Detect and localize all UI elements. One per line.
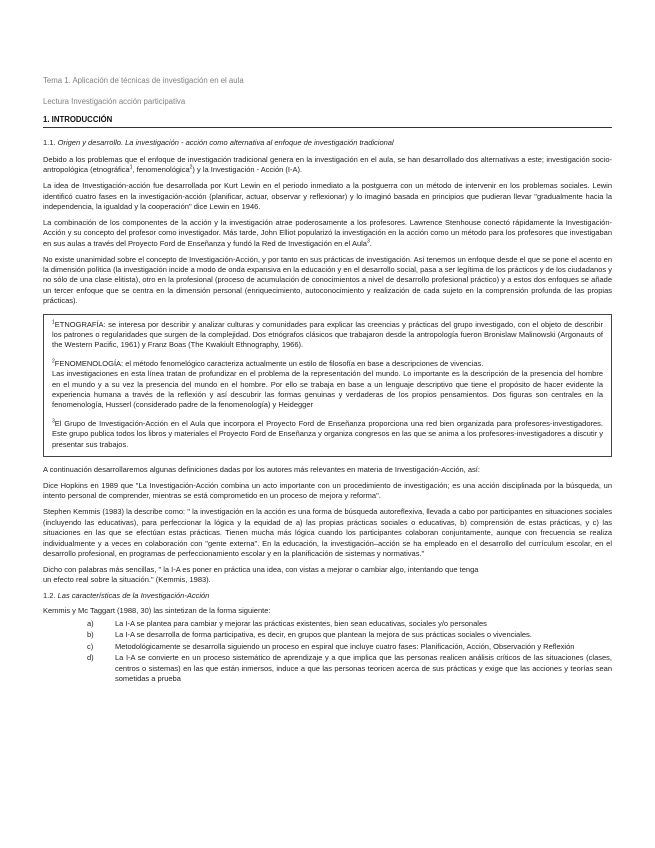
list-item	[43, 619, 612, 629]
list-item-label: d)	[87, 653, 94, 663]
paragraph-hopkins: Dice Hopkins en 1989 que "La Investigación-Acción combina un acto importante con un procedimiento de investigación; es una acción disciplinada por la búsqueda, un intento personal de comprender, mientras se está comprometido en un proceso de mejora y reforma".	[43, 480, 612, 501]
subsection-title: Origen y desarrollo. La investigación - acción como alternativa al enfoque de investigación tradicional	[57, 138, 394, 148]
list-item-text: Metodológicamente se desarrolla siguiendo un proceso en espiral que incluye cuatro fases: Planificación, Acción, Observación y Reflexión	[115, 641, 575, 651]
paragraph-stenhouse	[43, 218, 612, 249]
subsection-heading	[43, 138, 612, 148]
text-run: Dicho con palabras más sencillas, " la I-A es poner en práctica una idea, con vistas a mejorar o cambiar algo, intentando que tenga	[43, 564, 479, 574]
list-item-label: b)	[87, 630, 94, 640]
paragraph-unanimity: No existe unanimidad sobre el concepto de Investigación-Acción, y por tanto en sus prácticas de investigación. Así tenemos un enfoque desde el que se pone el acento en la dimensión política (la investigación incide a modo de onda expansiva en la educación y en el desarrollo social, pasa a ser legítima de los prácticos y de los ciudadanos y no sólo de una clase elitista), otro en la profesional (proceso de acumulación de conocimientos a nivel de desarrollo profesional práctico) y a estos dos enfoques se añade un tercer enfoque que se centra en la dimensión personal (enriquecimiento, autoconocimiento y realización de cada sujeto en la comprensión profunda de las propias prácticas).	[43, 254, 612, 306]
footnote-text: FENOMENOLOGÍA: el método fenomelógico caracteriza actualmente un estilo de filosofía en base a descripciones de vivencias.	[54, 358, 484, 368]
paragraph-kemmis: Stephen Kemmis (1983) la describe como: " la investigación en la acción es una forma de búsqueda autoreflexiva, llevada a cabo por participantes en situaciones sociales (incluyendo las educativas), para perfeccionar la lógica y la equidad de a) las propias prácticas sociales o educativas, b) comprensión de estas prácticas, y c) las situaciones en las que se efectúan estas prácticas. Tienen mucha más lógica cuando los participantes colaboran conjuntamente, aunque con frecuencia se realiza individualmente y a veces en colaboración con "gente externa". En la educación, la investigación–acción se ha empleado en el desarrollo del currículum escolar, en el desarrollo profesional, en programas de perfeccionamiento escolar y en la planificación de sistemas y normativas."	[43, 507, 612, 558]
list-item-label: a)	[87, 618, 94, 628]
subsection-number: 1.2.	[43, 591, 56, 601]
section-title: 1. INTRODUCCIÓN	[43, 115, 612, 128]
subsection-number: 1.1.	[43, 138, 56, 148]
text-run: La combinación de los componentes de la acción y la investigación atrae poderosamente a los profesores. Lawrence Stenhouse conectó rápidamente la Investigación-Acción y su concepto del profesor como investigador. Más tarde, John Elliot popularizó la investigación en la acción como un método para los profesores que investigaban en sus aulas a través del Proyecto Ford de Enseñanza y fundó la Red de Investigación en el Aula	[43, 217, 612, 248]
list-item-label: c)	[87, 641, 94, 651]
text-run: , fenomenológica	[132, 165, 190, 175]
paragraph-kemmis-mctaggart: Kemmis y Mc Taggart (1988, 30) las sintetizan de la forma siguiente:	[43, 605, 271, 615]
text-run: Debido a los problemas que el enfoque de investigación tradicional genera en la investigación en el aula, se han desarrollado dos alternativas a este; investigación socio-antropológica (etnográfica	[43, 154, 612, 175]
text-run: ) y la Investigación - Acción (I-A).	[192, 165, 303, 175]
footnotes-box	[43, 314, 612, 457]
list-item-text: La I-A se convierte en un proceso sistemático de aprendizaje y a que implica que las personas realicen análisis críticos de las situaciones (clases, centros o sistemas) en las que están inmersos, induce a que las personas teoricen acerca de sus prácticas y exige que las acciones y teorías sean sometidas a prueba	[115, 653, 612, 683]
list-item	[43, 630, 612, 640]
list-item	[43, 642, 612, 652]
text-run: un efecto real sobre la situación." (Kemmis, 1983).	[43, 575, 211, 585]
reading-header: Lectura Investigación acción participativa	[43, 97, 186, 106]
paragraph-definitions-intro: A continuación desarrollaremos algunas definiciones dadas por los autores más relevantes en materia de Investigación-Acción, así:	[43, 465, 480, 475]
list-item-text: La I-A se plantea para cambiar y mejorar las prácticas existentes, bien sean educativas, sociales y/o personales	[115, 618, 487, 628]
paragraph-lewin: La idea de Investigación-acción fue desarrollada por Kurt Lewin en el periodo inmediato a la postguerra con un método de intervenir en los problemas sociales. Lewin identificó cuatro fases en la investigación-acción (planificar, actuar, observar y reflexionar) y lo imaginó basada en principios que pudieran llevar "gradualmente hacia la independencia, la igualdad y la cooperación" dice Lewin en 1946.	[43, 181, 612, 211]
list-item	[43, 653, 612, 684]
footnote-text: Las investigaciones en esta línea tratan de profundizar en el problema de la representación del mundo. Lo importante es la descripción de la presencia del hombre en el mundo y a su vez la presencia del mundo en el hombre. Por ello se trabaja en base a un lenguaje descriptivo que tiene el propósito de hacer evidente la experiencia humana a través de la reflexión y así descubrir las formas genuinas y verdaderas de los propios pensamientos. Dos figuras son centrales en la fenomenología, Husserl (considerado padre de la fenomenología) y Heidegger	[52, 369, 603, 410]
subsection-heading-characteristics	[43, 591, 612, 601]
paragraph-alternatives	[43, 155, 612, 176]
paragraph-simple	[43, 565, 612, 586]
topic-header: Tema 1. Aplicación de técnicas de investigación en el aula	[43, 76, 244, 85]
footnote-text: ETNOGRAFÍA: se interesa por describir y analizar culturas y comunidades para explicar las creencias y prácticas del grupo investigado, con el objeto de describir los patrones o regularidades que surgen de la complejidad. Dos etnógrafos clásicos que trabajaron desde la antropología fueron Bronislaw Malinowski (Argonauts of the Western Pacific, 1961) y Franz Boas (The Kwakiult Ethnography, 1966).	[52, 319, 603, 350]
subsection-title: Las características de la Investigación-Acción	[57, 591, 210, 601]
footnote-ethnography	[52, 320, 603, 351]
footnote-group	[52, 419, 603, 450]
footnote-ref: 1	[129, 164, 133, 171]
footnote-phenomenology	[52, 359, 603, 411]
footnote-number: 1	[52, 319, 55, 326]
footnote-number: 3	[52, 418, 55, 425]
list-item-text: La I-A se desarrolla de forma participativa, es decir, en grupos que plantean la mejora de sus prácticas sociales o vivenciales.	[115, 630, 532, 640]
characteristics-list	[43, 619, 612, 684]
footnote-ref: 2	[189, 164, 193, 171]
footnote-text: El Grupo de Investigación-Acción en el Aula que incorpora el Proyecto Ford de Enseñanza proporciona una red bien organizada para profesores-investigadores. Este grupo publica todos los libros y materiales el Proyecto Ford de Enseñanza y organiza congresos en las que se anima a los profesores-investigadores a discutir y presentar sus trabajos.	[52, 418, 603, 449]
footnote-number: 2	[52, 358, 55, 365]
footnote-ref: 3	[366, 238, 370, 245]
text-run: .	[369, 238, 372, 248]
